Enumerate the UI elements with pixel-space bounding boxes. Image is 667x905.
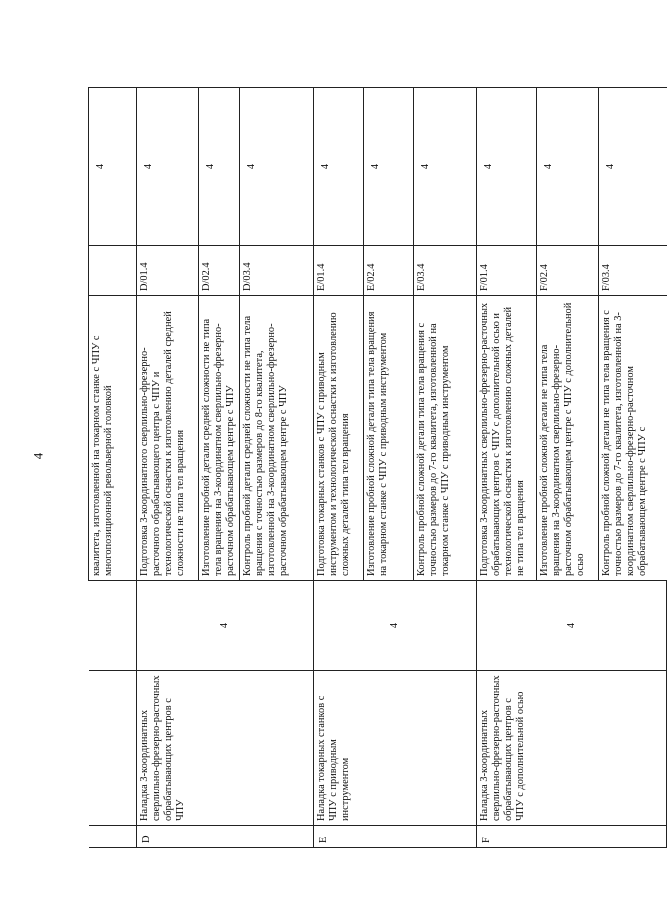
table-row [314,88,364,848]
task-code: F/03.4 [599,246,667,296]
letter-cell-empty [89,826,137,848]
group-level: 4 [477,581,667,671]
task-level: 4 [414,88,477,246]
group-letter: E [314,826,477,848]
task-text: Подготовка токарных станков с ЧПУ с приводным инструментом и технологической оснастки к изготовлению сложных деталей типа тел вращения [314,296,364,581]
table-row [477,88,537,848]
task-text: Подготовка 3-координатного сверлильно-фрезерно-расточного обрабатывающего центра с ЧПУ и технологической оснастки к изготовлению деталей средней сложности не типа тел вращения [137,296,199,581]
task-level: 4 [599,88,667,246]
task-code: F/02.4 [537,246,599,296]
group-level: 4 [137,581,314,671]
group-level: 4 [314,581,477,671]
functions-table [88,87,667,848]
task-text: Контроль пробной сложной детали типа тела вращения с точностью размеров до 7-го квалитета, изготовленной на токарном станке с ЧПУ с приводным инструментом [414,296,477,581]
task-code: D/01.4 [137,246,199,296]
task-code: E/01.4 [314,246,364,296]
task-text: Изготовление пробной сложной детали не типа тела вращения на 3-координатном сверлильно-фрезерно-расточном обрабатывающем центре с ЧПУ с дополнительной осью [537,296,599,581]
group-letter: D [137,826,314,848]
group-name: Наладка токарных станков с ЧПУ с приводным инструментом [314,671,477,826]
task-level: 4 [314,88,364,246]
task-level: 4 [89,88,137,246]
task-text: Подготовка 3-координатных сверлильно-фрезерно-расточных обрабатывающих центров с ЧПУ с дополнительной осью и технологической оснастки к изготовлению сложных деталей не типа тел вращения [477,296,537,581]
task-level: 4 [364,88,414,246]
task-text: Контроль пробной сложной детали не типа тела вращения с точностью размеров до 7-го квалитета, изготовленной на 3-координатном сверлильно-фрезерно-расточном обрабатывающем центре с ЧПУ с [599,296,667,581]
task-code: F/01.4 [477,246,537,296]
task-text: квалитета, изготовленной на токарном станке с ЧПУ с многопозиционной револьверной головкой [89,296,137,581]
level-cell-empty [89,581,137,671]
task-level: 4 [477,88,537,246]
task-level: 4 [137,88,199,246]
task-code-empty [89,246,137,296]
name-cell-empty [89,671,137,826]
task-level: 4 [240,88,314,246]
group-name: Наладка 3-координатных сверлильно-фрезерно-расточных обрабатывающих центров с ЧПУ [137,671,314,826]
task-code: E/03.4 [414,246,477,296]
table-row-continuation [89,88,137,848]
page-number: 4 [30,452,46,460]
table-row [137,88,199,848]
task-text: Изготовление пробной сложной детали типа тела вращения на токарном станке с ЧПУ с приводным инструментом [364,296,414,581]
task-level: 4 [199,88,240,246]
task-code: E/02.4 [364,246,414,296]
task-code: D/03.4 [240,246,314,296]
rotated-table-wrapper [88,88,648,848]
task-level: 4 [537,88,599,246]
task-code: D/02.4 [199,246,240,296]
group-letter: F [477,826,667,848]
task-text: Изготовление пробной детали средней сложности не типа тела вращения на 3-координатном сверлильно-фрезерно-расточном обрабатывающем центре с ЧПУ [199,296,240,581]
group-name: Наладка 3-координатных сверлильно-фрезерно-расточных обрабатывающих центров с ЧПУ с дополнительной осью [477,671,667,826]
task-text: Контроль пробной детали средней сложности не типа тела вращения с точностью размеров до 8-го квалитета, изготовленной на 3-координатном сверлильно-фрезерно-расточном обрабатывающем центре с ЧПУ [240,296,314,581]
